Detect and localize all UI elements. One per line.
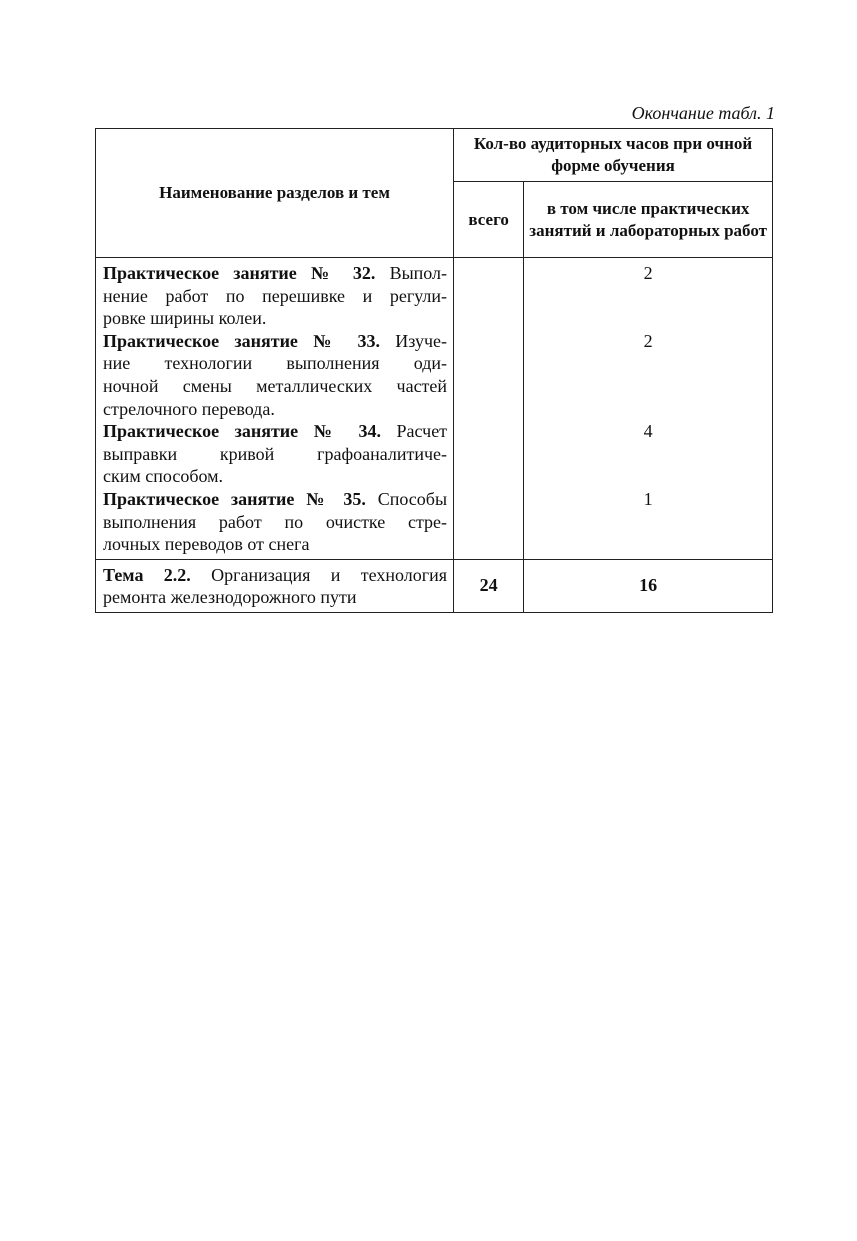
lesson-title xyxy=(103,262,447,330)
lesson-text: ние технологии выполнения оди- xyxy=(103,353,448,374)
lessons-row xyxy=(96,258,773,560)
header-total: всего xyxy=(454,182,524,258)
lesson-text: Изуче- xyxy=(379,330,448,351)
lesson-practical-hours: 2 xyxy=(643,263,653,283)
lesson-title-line xyxy=(103,285,447,308)
lesson-title xyxy=(103,420,447,488)
lesson-number: Практическое занятие № 33. xyxy=(103,330,380,351)
lesson-practical-hours: 1 xyxy=(643,488,653,509)
lesson-title-line xyxy=(103,465,447,488)
lesson-text: ровке ширины колеи. xyxy=(103,308,267,329)
table-caption: Окончание табл. 1 xyxy=(631,103,775,123)
lessons-names-cell xyxy=(96,258,454,560)
lesson-title-line xyxy=(103,375,447,398)
topic-row xyxy=(96,559,773,612)
lesson-title-line xyxy=(103,443,447,466)
lessons-total-cell xyxy=(454,258,524,560)
lesson-title-line xyxy=(103,398,447,421)
lesson-title-line xyxy=(103,420,447,443)
lesson-title-line xyxy=(103,352,447,375)
topic-text: Организация и технология xyxy=(190,564,448,585)
topic-title-line xyxy=(103,564,447,587)
topic-name-cell xyxy=(96,559,454,612)
lesson-text: выполнения работ по очистке стре- xyxy=(103,511,448,532)
lesson-title-line xyxy=(103,262,447,285)
lessons-practical-cell xyxy=(524,258,773,560)
lesson-title-line xyxy=(103,511,447,534)
topic-text: ремонта железнодорожного пути xyxy=(103,587,357,608)
lesson-number: Практическое занятие № 35. xyxy=(103,488,366,509)
lesson-practical-hours: 4 xyxy=(643,421,653,442)
lesson-number: Практическое занятие № 34. xyxy=(103,421,381,442)
lesson-text: Способы xyxy=(365,488,448,509)
lesson-title-line xyxy=(103,488,447,511)
header-name-column: Наименование разделов и тем xyxy=(96,129,454,258)
lesson-practical-hours: 2 xyxy=(643,330,653,351)
lesson-text: ночной смены металлических частей xyxy=(103,375,448,396)
lesson-title xyxy=(103,330,447,420)
topic-number: Тема 2.2. xyxy=(103,564,191,585)
lesson-text: ским способом. xyxy=(103,466,224,487)
lesson-text: Выпол- xyxy=(375,263,448,283)
lesson-title-line xyxy=(103,330,447,353)
lesson-text: стрелочного перевода. xyxy=(103,398,275,419)
lesson-text: Расчет xyxy=(380,421,448,442)
header-hours-group: Кол-во аудиторных часов при очной форме обучения xyxy=(454,129,773,182)
lesson-text: выправки кривой графоаналитиче- xyxy=(103,443,448,464)
header-practical: в том числе практических занятий и лабораторных работ xyxy=(524,182,773,258)
hours-table xyxy=(95,128,773,613)
topic-practical-cell: 16 xyxy=(524,559,773,612)
lesson-number: Практическое занятие № 32. xyxy=(103,263,376,283)
topic-total-cell: 24 xyxy=(454,559,524,612)
lesson-title xyxy=(103,488,447,556)
lesson-text: лочных переводов от снега xyxy=(103,534,310,555)
topic-title-line xyxy=(103,586,447,609)
lesson-title-line xyxy=(103,307,447,330)
lesson-title-line xyxy=(103,533,447,556)
lesson-text: нение работ по перешивке и регули- xyxy=(103,285,448,306)
